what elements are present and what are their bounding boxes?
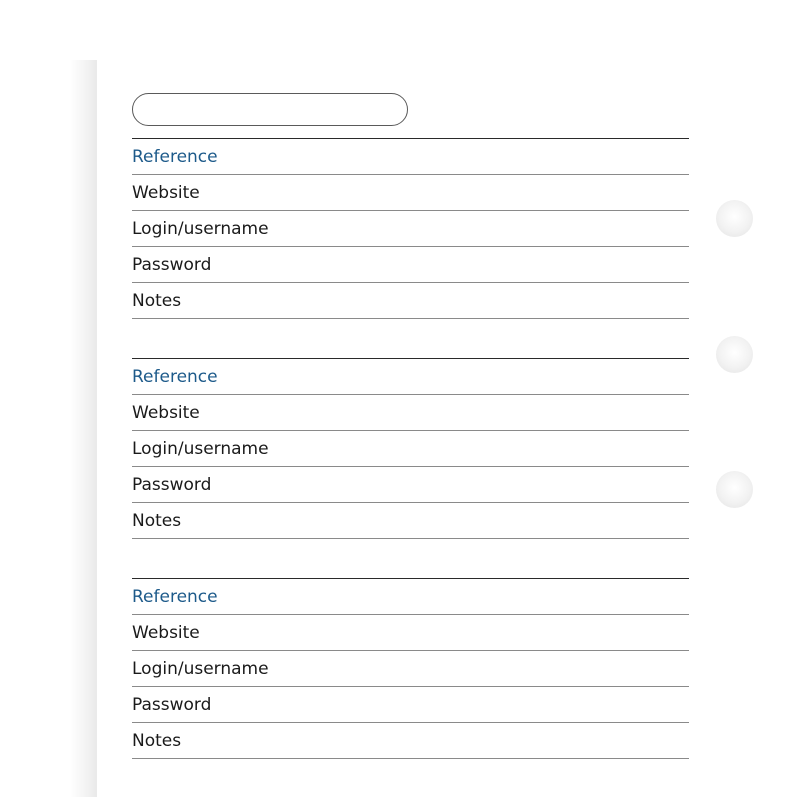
password-label: Password: [132, 255, 212, 275]
punch-hole: [716, 471, 753, 508]
password-label: Password: [132, 475, 212, 495]
reference-row[interactable]: [132, 579, 689, 615]
reference-label: Reference: [132, 587, 218, 607]
password-label: Password: [132, 695, 212, 715]
website-row[interactable]: [132, 615, 689, 651]
website-label: Website: [132, 623, 200, 643]
password-row[interactable]: [132, 247, 689, 283]
website-label: Website: [132, 403, 200, 423]
login-label: Login/username: [132, 659, 269, 679]
notes-row[interactable]: [132, 503, 689, 539]
website-label: Website: [132, 183, 200, 203]
login-row[interactable]: [132, 651, 689, 687]
notes-label: Notes: [132, 291, 182, 311]
notes-row[interactable]: [132, 283, 689, 319]
reference-row[interactable]: [132, 359, 689, 395]
login-row[interactable]: [132, 431, 689, 467]
password-row[interactable]: [132, 687, 689, 723]
reference-label: Reference: [132, 367, 218, 387]
password-entry-3: [132, 578, 689, 759]
reference-row[interactable]: [132, 139, 689, 175]
login-label: Login/username: [132, 219, 269, 239]
reference-label: Reference: [132, 147, 218, 167]
password-entry-2: [132, 358, 689, 539]
notes-label: Notes: [132, 511, 182, 531]
login-label: Login/username: [132, 439, 269, 459]
title-field[interactable]: [132, 93, 408, 126]
punch-hole: [716, 200, 753, 237]
notes-row[interactable]: [132, 723, 689, 759]
password-row[interactable]: [132, 467, 689, 503]
notes-label: Notes: [132, 731, 182, 751]
page-edge-shadow: [70, 60, 98, 797]
password-entry-1: [132, 138, 689, 319]
website-row[interactable]: [132, 395, 689, 431]
website-row[interactable]: [132, 175, 689, 211]
punch-hole: [716, 336, 753, 373]
login-row[interactable]: [132, 211, 689, 247]
